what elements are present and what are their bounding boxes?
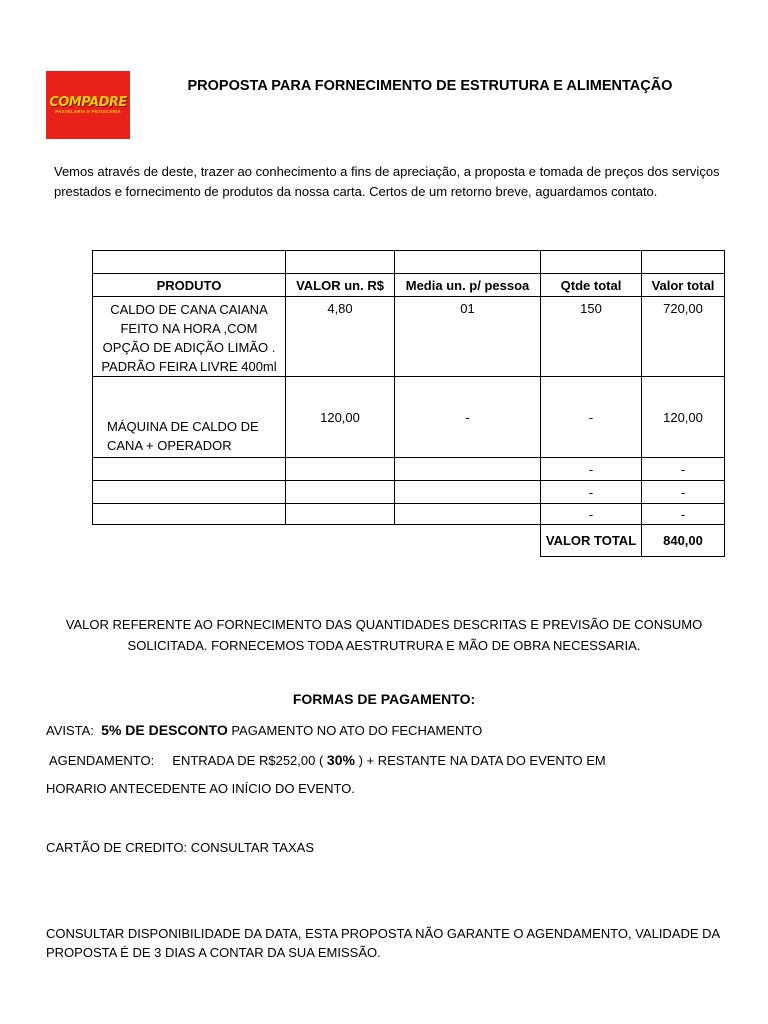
cell-media: 01 — [395, 297, 541, 377]
table-row — [93, 377, 725, 458]
avista-label: AVISTA: — [46, 723, 94, 738]
header-qtde: Qtde total — [541, 274, 642, 297]
disclaimer-line-1: CONSULTAR DISPONIBILIDADE DA DATA, ESTA PROPOSTA NÃO GARANTE O AGENDAMENTO, VALIDADE DA — [46, 926, 721, 941]
cell-qtde: 150 — [541, 297, 642, 377]
cell-valor-total: 720,00 — [642, 297, 725, 377]
table-row — [93, 504, 725, 525]
agendamento-percent: 30% — [326, 752, 355, 768]
products-table — [92, 250, 725, 557]
cell-valor-un — [286, 481, 395, 504]
cell-qtde: - — [541, 377, 642, 458]
agendamento-label: AGENDAMENTO: — [49, 753, 155, 768]
page-title: PROPOSTA PARA FORNECIMENTO DE ESTRUTURA E ALIMENTAÇÃO — [187, 78, 673, 94]
cell-produto: MÁQUINA DE CALDO DE CANA + OPERADOR — [93, 377, 286, 458]
header-produto: PRODUTO — [93, 274, 286, 297]
logo-tagline: PASTELARIA E PETISCARIA — [55, 108, 121, 114]
cell-qtde: - — [541, 504, 642, 525]
payment-agendamento-line — [49, 752, 606, 768]
agendamento-text-2: ) + RESTANTE NA DATA DO EVENTO EM — [358, 753, 606, 768]
payment-cartao-line: CARTÃO DE CREDITO: CONSULTAR TAXAS — [46, 840, 314, 855]
agendamento-text-1: ENTRADA DE R$252,00 ( — [172, 753, 324, 768]
header-valor-total: Valor total — [642, 274, 725, 297]
table-row — [93, 297, 725, 377]
header-valor-un: VALOR un. R$ — [286, 274, 395, 297]
payment-avista-line — [46, 722, 482, 738]
disclaimer-line-2: PROPOSTA É DE 3 DIAS A CONTAR DA SUA EMISSÃO. — [46, 945, 381, 960]
total-label: VALOR TOTAL — [541, 525, 642, 557]
cell-produto — [93, 504, 286, 525]
cell-produto — [93, 481, 286, 504]
cell-media — [395, 458, 541, 481]
cell-valor-un — [286, 458, 395, 481]
intro-paragraph: Vemos através de deste, trazer ao conhecimento a fins de apreciação, a proposta e tomada de preços dos serviços prestados e fornecimento de produtos da nossa carta. Certos de um retorno breve, aguardamos contato. — [54, 164, 720, 199]
cell-media — [395, 481, 541, 504]
cell-media: - — [395, 377, 541, 458]
avista-discount: 5% DE DESCONTO — [101, 722, 228, 738]
header-media: Media un. p/ pessoa — [395, 274, 541, 297]
company-logo — [46, 71, 130, 139]
cell-valor-un: 4,80 — [286, 297, 395, 377]
cell-qtde: - — [541, 458, 642, 481]
cell-qtde: - — [541, 481, 642, 504]
cell-valor-total: - — [642, 458, 725, 481]
cell-produto — [93, 458, 286, 481]
payment-title: FORMAS DE PAGAMENTO: — [292, 691, 476, 707]
table-blank-row — [93, 251, 725, 274]
cell-media — [395, 504, 541, 525]
cell-valor-un: 120,00 — [286, 377, 395, 458]
cell-produto: CALDO DE CANA CAIANA FEITO NA HORA ,COM OPÇÃO DE ADIÇÃO LIMÃO . PADRÃO FEIRA LIVRE 400ml — [93, 297, 286, 377]
table-header-row — [93, 274, 725, 297]
cell-valor-un — [286, 504, 395, 525]
total-value: 840,00 — [642, 525, 725, 557]
table-row — [93, 458, 725, 481]
table-row — [93, 481, 725, 504]
avista-text: PAGAMENTO NO ATO DO FECHAMENTO — [231, 723, 483, 738]
cell-valor-total: - — [642, 504, 725, 525]
logo-name: COMPADRE — [49, 94, 127, 110]
agendamento-text-3: HORARIO ANTECEDENTE AO INÍCIO DO EVENTO. — [46, 781, 355, 796]
supply-note: VALOR REFERENTE AO FORNECIMENTO DAS QUANTIDADES DESCRITAS E PREVISÃO DE CONSUMO SOLICITADA. FORNECEMOS TODA AESTRUTRURA E MÃO DE OBRA NECESSARIA. — [65, 617, 703, 653]
cell-valor-total: - — [642, 481, 725, 504]
cell-valor-total: 120,00 — [642, 377, 725, 458]
table-total-row — [93, 525, 725, 557]
